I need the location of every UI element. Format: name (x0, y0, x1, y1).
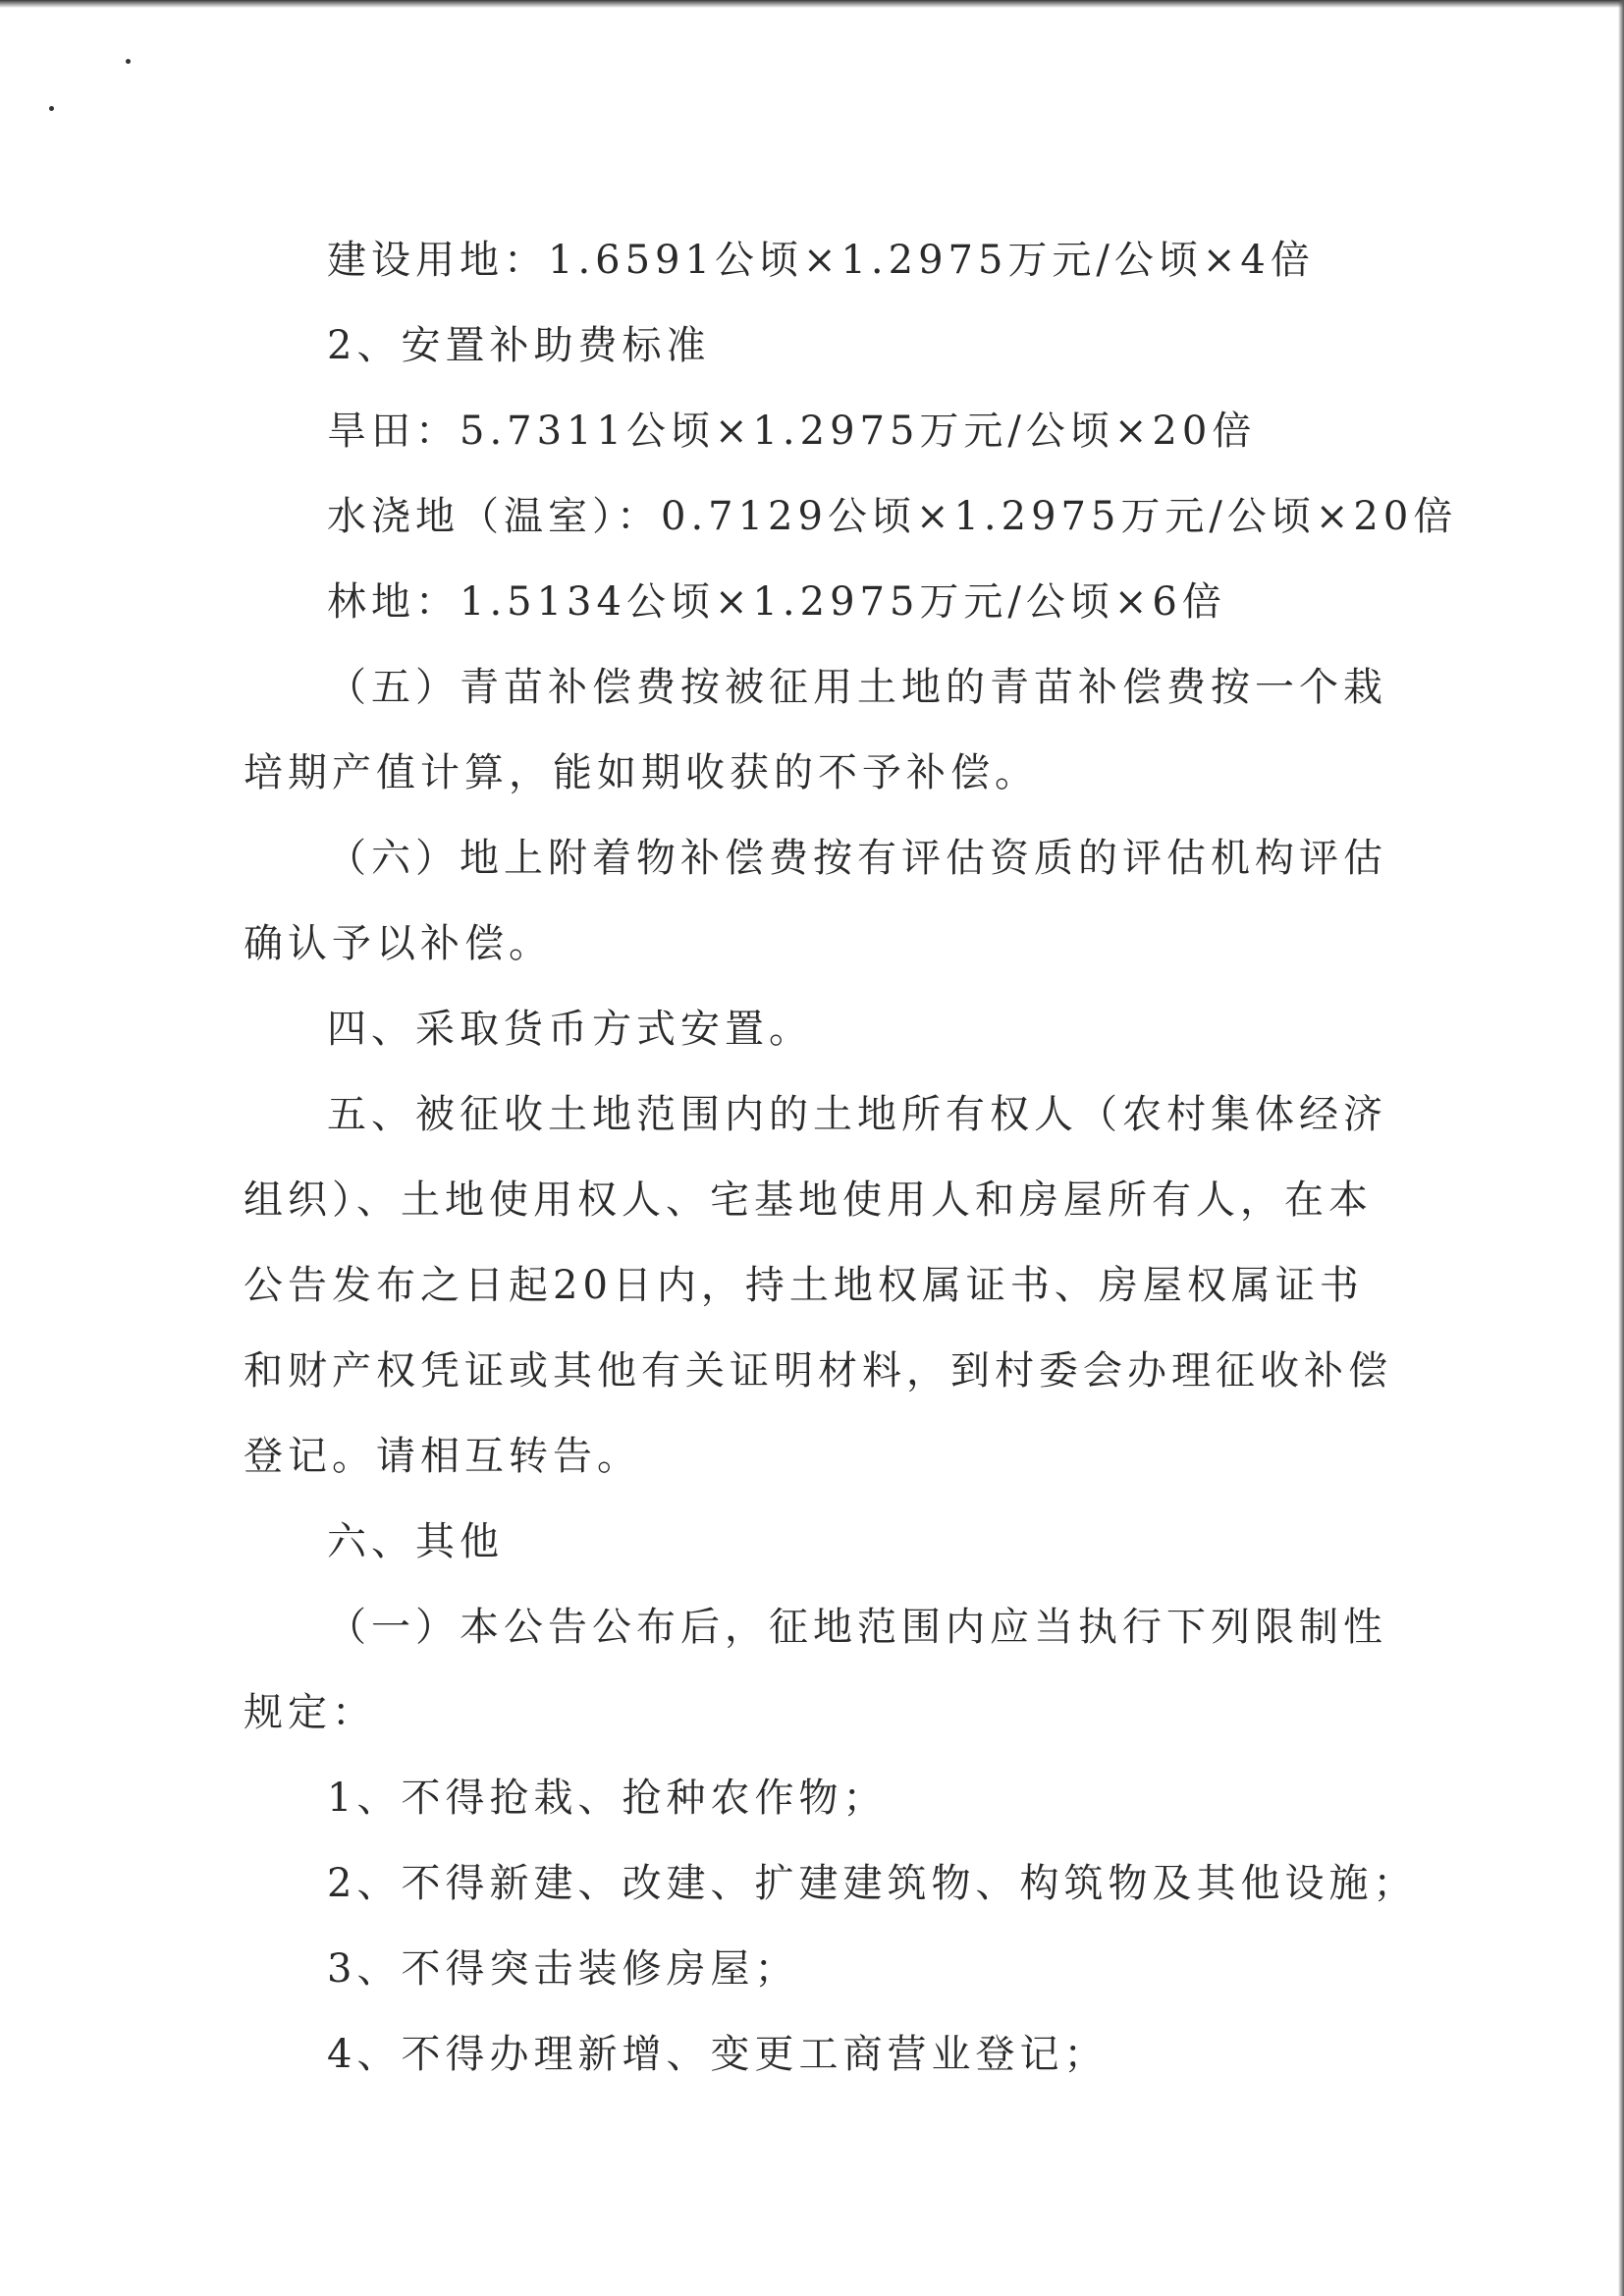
list-item: 3、不得突击装修房屋； (327, 1946, 799, 1992)
text-line: 旱田：5.7311公顷×1.2975万元/公顷×20倍 (327, 409, 1257, 454)
document-page (244, 218, 1458, 2098)
text-line: 林地：1.5134公顷×1.2975万元/公顷×6倍 (327, 579, 1226, 625)
scan-edge-right (1618, 0, 1624, 2296)
text-line: 2、安置补助费标准 (327, 323, 711, 368)
text-line: 水浇地（温室）：0.7129公顷×1.2975万元/公顷×20倍 (327, 494, 1458, 539)
paragraph-line: （六）地上附着物补偿费按有评估资质的评估机构评估 (327, 836, 1387, 881)
list-item: 1、不得抢栽、抢种农作物； (327, 1776, 888, 1821)
paragraph-line: （五）青苗补偿费按被征用土地的青苗补偿费按一个栽 (327, 665, 1387, 710)
section-heading: 六、其他 (327, 1519, 504, 1564)
paragraph-line: 规定： (244, 1690, 376, 1735)
paragraph-line: 五、被征收土地范围内的土地所有权人（农村集体经济 (327, 1092, 1387, 1137)
paragraph-line: 和财产权凭证或其他有关证明材料，到村委会办理征收补偿 (244, 1348, 1392, 1394)
paragraph-line: 组织）、土地使用权人、宅基地使用人和房屋所有人，在本 (244, 1177, 1373, 1223)
paragraph-line: （一）本公告公布后，征地范围内应当执行下列限制性 (327, 1605, 1387, 1650)
paragraph-line: 公告发布之日起20日内，持土地权属证书、房屋权属证书 (244, 1263, 1364, 1308)
text-line: 建设用地：1.6591公顷×1.2975万元/公顷×4倍 (327, 238, 1315, 283)
scan-speck (126, 59, 131, 64)
paragraph-line: 登记。请相互转告。 (244, 1434, 641, 1479)
paragraph-line: 确认予以补偿。 (244, 921, 553, 966)
paragraph-line: 培期产值计算，能如期收获的不予补偿。 (244, 750, 1039, 795)
list-item: 4、不得办理新增、变更工商营业登记； (327, 2032, 1109, 2077)
scan-speck (49, 106, 54, 111)
section-heading: 四、采取货币方式安置。 (327, 1007, 813, 1052)
scan-edge-top (0, 0, 1624, 8)
list-item: 2、不得新建、改建、扩建建筑物、构筑物及其他设施； (327, 1861, 1418, 1906)
